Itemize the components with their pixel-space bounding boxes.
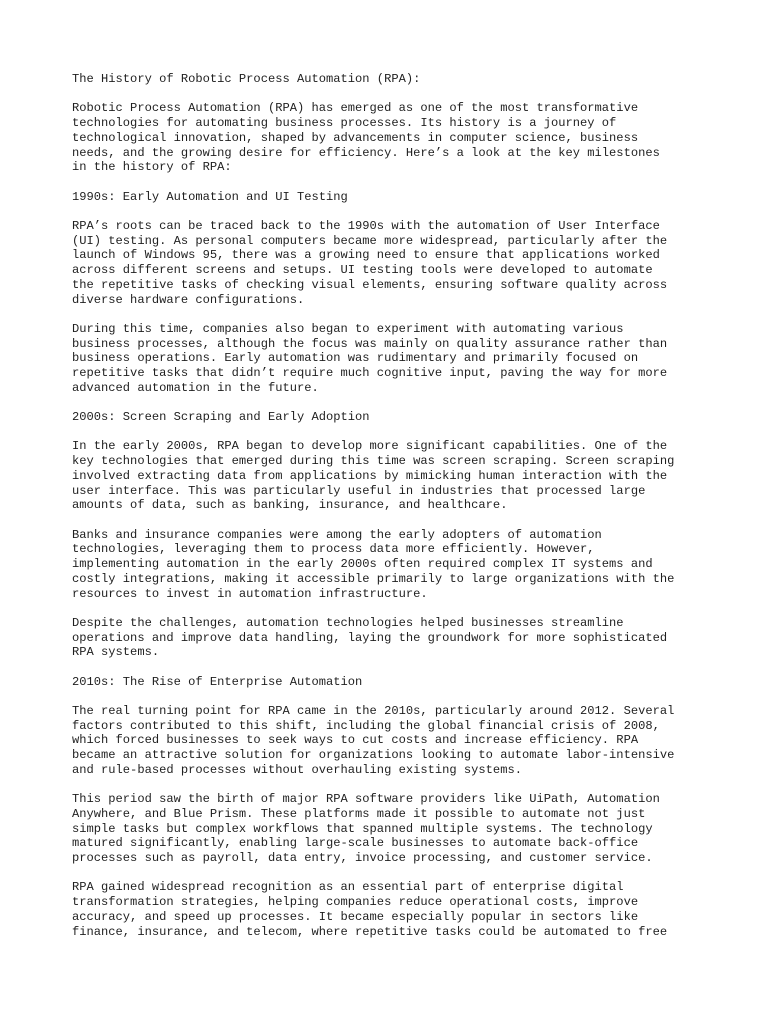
paragraph-2010s-3	[72, 880, 712, 939]
text-line: Banks and insurance companies were among the early adopters of automation	[72, 527, 602, 542]
paragraph-1990s-2	[72, 322, 712, 396]
text-line: diverse hardware configurations.	[72, 292, 305, 307]
text-line: transformation strategies, helping companies reduce operational costs, improve	[72, 895, 639, 910]
text-line: advanced automation in the future.	[72, 380, 319, 395]
text-line: Anywhere, and Blue Prism. These platforms made it possible to automate not just	[72, 806, 646, 821]
text-line: became an attractive solution for organizations looking to automate labor-intensive	[72, 748, 675, 763]
text-line: This period saw the birth of major RPA software providers like UiPath, Automation	[72, 792, 660, 807]
text-line: finance, insurance, and telecom, where repetitive tasks could be automated to free	[72, 924, 668, 939]
text-line: implementing automation in the early 2000s often required complex IT systems and	[72, 557, 653, 572]
text-line: business processes, although the focus was mainly on quality assurance rather than	[72, 336, 668, 351]
text-line: key technologies that emerged during this time was screen scraping. Screen scraping	[72, 454, 675, 469]
text-line: matured significantly, enabling large-scale businesses to automate back-office	[72, 836, 639, 851]
text-line: Robotic Process Automation (RPA) has emerged as one of the most transformative	[72, 101, 639, 116]
text-line: launch of Windows 95, there was a growing need to ensure that applications worked	[72, 248, 660, 263]
text-line: technological innovation, shaped by advancements in computer science, business	[72, 130, 639, 145]
text-line: resources to invest in automation infrastructure.	[72, 586, 428, 601]
text-line: The real turning point for RPA came in the 2010s, particularly around 2012. Several	[72, 704, 675, 719]
section-heading-2000s: 2000s: Screen Scraping and Early Adoption	[72, 410, 370, 425]
paragraph-2010s-1	[72, 704, 712, 778]
text-line: simple tasks but complex workflows that spanned multiple systems. The technology	[72, 821, 653, 836]
text-line: RPA’s roots can be traced back to the 1990s with the automation of User Interface	[72, 218, 660, 233]
text-line: in the history of RPA:	[72, 160, 232, 175]
section-heading-2010s: 2010s: The Rise of Enterprise Automation	[72, 674, 363, 689]
text-line: repetitive tasks that didn’t require much cognitive input, paving the way for more	[72, 366, 668, 380]
document-page	[72, 72, 712, 954]
paragraph-1990s-1	[72, 219, 712, 307]
text-line: technologies for automating business processes. Its history is a journey of	[72, 116, 617, 131]
paragraph-2000s-2	[72, 528, 712, 602]
text-line: and rule-based processes without overhauling existing systems.	[72, 762, 522, 777]
section-heading-1990s: 1990s: Early Automation and UI Testing	[72, 189, 348, 204]
paragraph-2010s-2	[72, 792, 712, 866]
text-line: user interface. This was particularly useful in industries that processed large	[72, 483, 646, 498]
text-line: involved extracting data from applications by mimicking human interaction with the	[72, 468, 668, 483]
paragraph-2000s-1	[72, 439, 712, 513]
text-line: In the early 2000s, RPA began to develop more significant capabilities. One of the	[72, 439, 668, 454]
text-line: the repetitive tasks of checking visual elements, ensuring software quality across	[72, 277, 668, 292]
text-line: factors contributed to this shift, including the global financial crisis of 2008,	[72, 718, 660, 733]
text-line: processes such as payroll, data entry, invoice processing, and customer service.	[72, 851, 653, 866]
text-line: RPA systems.	[72, 645, 160, 660]
text-line: business operations. Early automation was rudimentary and primarily focused on	[72, 351, 639, 366]
text-line: which forced businesses to seek ways to cut costs and increase efficiency. RPA	[72, 733, 639, 748]
text-line: (UI) testing. As personal computers became more widespread, particularly after the	[72, 233, 668, 248]
intro-paragraph	[72, 101, 712, 175]
text-line: Despite the challenges, automation technologies helped businesses streamline	[72, 615, 624, 630]
text-line: costly integrations, making it accessible primarily to large organizations with the	[72, 571, 675, 586]
text-line: operations and improve data handling, laying the groundwork for more sophisticated	[72, 630, 668, 645]
text-line: across different screens and setups. UI testing tools were developed to automate	[72, 263, 653, 278]
text-line: During this time, companies also began to experiment with automating various	[72, 321, 624, 336]
document-title: The History of Robotic Process Automation (RPA):	[72, 72, 421, 86]
paragraph-2000s-3	[72, 616, 712, 660]
text-line: amounts of data, such as banking, insurance, and healthcare.	[72, 498, 508, 513]
text-line: technologies, leveraging them to process data more efficiently. However,	[72, 542, 595, 557]
text-line: needs, and the growing desire for efficiency. Here’s a look at the key milestones	[72, 145, 660, 160]
text-line: RPA gained widespread recognition as an essential part of enterprise digital	[72, 880, 624, 895]
text-line: accuracy, and speed up processes. It became especially popular in sectors like	[72, 909, 639, 924]
